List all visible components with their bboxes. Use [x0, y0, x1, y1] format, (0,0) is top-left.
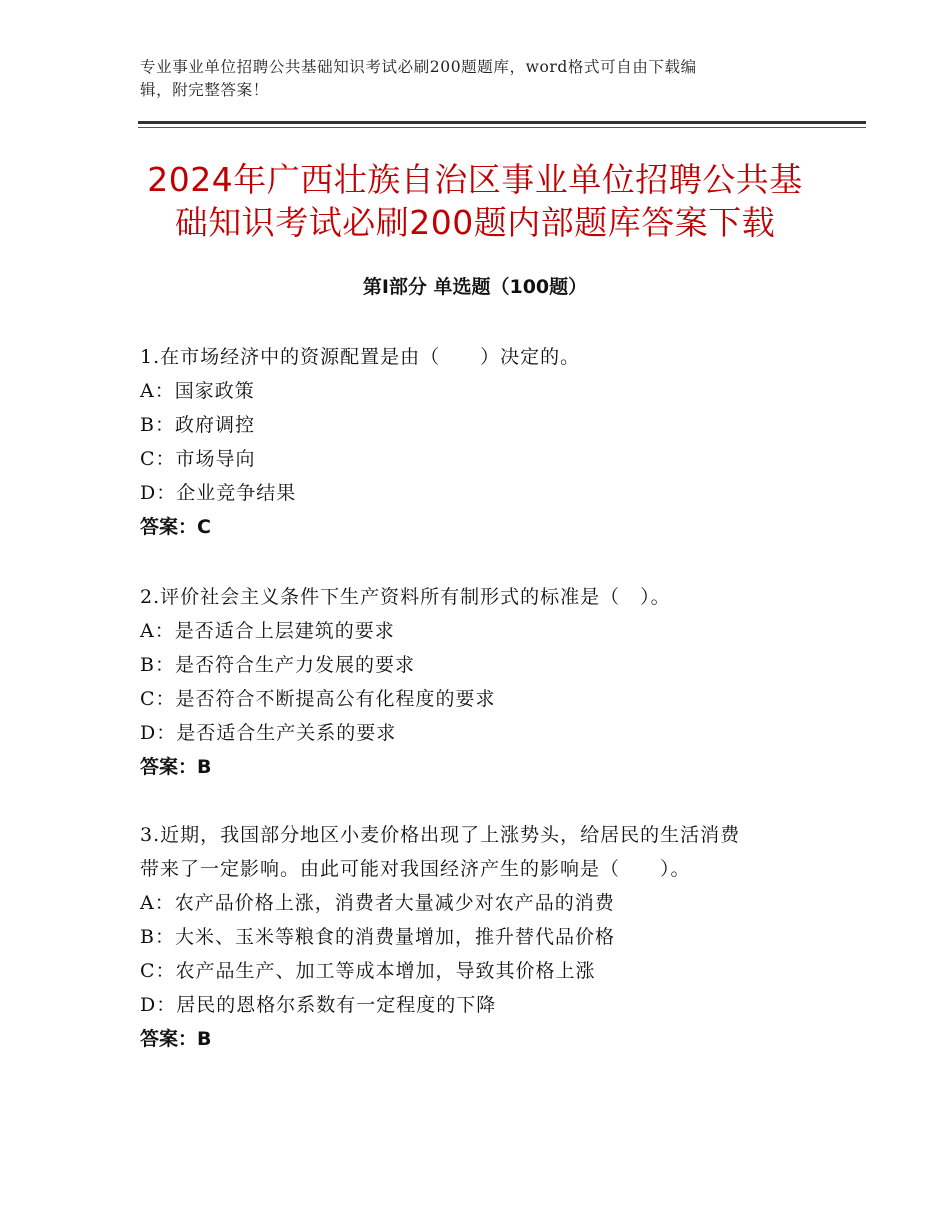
- header-note-line-1: 专业事业单位招聘公共基础知识考试必刷200题题库，word格式可自由下载编: [140, 58, 697, 76]
- option-d: D：企业竞争结果: [140, 482, 297, 504]
- option-a: A：国家政策: [140, 380, 255, 402]
- question-text: 1.在市场经济中的资源配置是由（ ）决定的。: [140, 346, 581, 368]
- answer: 答案：B: [140, 756, 212, 778]
- answer: 答案：B: [140, 1028, 212, 1050]
- question-text-line-2: 带来了一定影响。由此可能对我国经济产生的影响是（ ）。: [140, 858, 691, 880]
- part-heading: 第Ⅰ部分 单选题（100题）: [362, 276, 588, 298]
- header-note: [140, 56, 800, 102]
- question-3: [140, 818, 820, 1056]
- option-d: D：居民的恩格尔系数有一定程度的下降: [140, 994, 497, 1016]
- question-2: [140, 580, 820, 784]
- option-a: A：农产品价格上涨，消费者大量减少对农产品的消费: [140, 892, 615, 914]
- option-d: D：是否适合生产关系的要求: [140, 722, 397, 744]
- option-b: B：是否符合生产力发展的要求: [140, 654, 415, 676]
- document-title-line-2: 础知识考试必刷200题内部题库答案下载: [174, 203, 776, 242]
- option-b: B：政府调控: [140, 414, 255, 436]
- header-note-line-2: 辑，附完整答案！: [140, 81, 269, 99]
- header-divider-thick: [138, 121, 866, 124]
- question-text-line-1: 3.近期，我国部分地区小麦价格出现了上涨势头，给居民的生活消费: [140, 824, 741, 846]
- option-c: C：农产品生产、加工等成本增加，导致其价格上涨: [140, 960, 596, 982]
- option-c: C：是否符合不断提高公有化程度的要求: [140, 688, 496, 710]
- question-text: 2.评价社会主义条件下生产资料所有制形式的标准是（ ）。: [140, 586, 671, 608]
- document-title: [120, 158, 830, 244]
- document-title-line-1: 2024年广西壮族自治区事业单位招聘公共基: [147, 160, 803, 199]
- answer: 答案：C: [140, 516, 211, 538]
- option-c: C：市场导向: [140, 448, 256, 470]
- question-1: [140, 340, 820, 544]
- option-b: B：大米、玉米等粮食的消费量增加，推升替代品价格: [140, 926, 615, 948]
- option-a: A：是否适合上层建筑的要求: [140, 620, 395, 642]
- header-divider-thin: [138, 127, 866, 128]
